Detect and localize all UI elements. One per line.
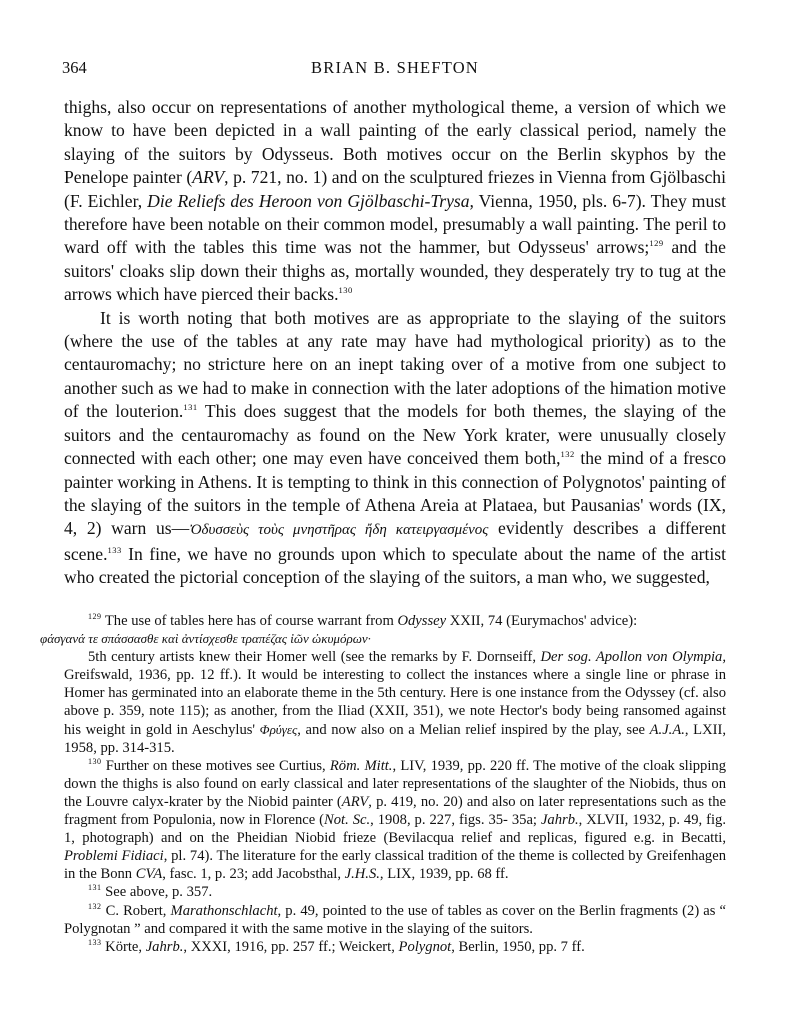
text-run: , and now also on a Melian relief inspired by the play, see — [297, 721, 650, 738]
citation-italic: J.H.S. — [344, 866, 380, 883]
footnote-number: 133 — [88, 937, 102, 947]
paragraph-2 — [64, 307, 726, 590]
running-header — [62, 58, 728, 82]
citation-italic: Jahrb. — [145, 938, 184, 955]
footnote-131 — [64, 883, 726, 901]
paragraph-1 — [64, 96, 726, 307]
text-run: , LIV, 1939, pp. 220 ff. The motive of the cloak slipping down the thighs is also found on early classical and later representations of the slaughter of the Niobids, thus on the Louvre calyx-krater by the Niobid painter ( — [64, 757, 726, 810]
text-run: evidently describes a different scene. — [64, 518, 726, 564]
greek-quotation: Ὀδυσσεὺς τοὺς μνηστῆρας ἤδη κατειργασμένος — [189, 522, 489, 539]
text-run: In fine, we have no grounds upon which to speculate about the name of the artist who created the pictorial conception of the slaying of the suitors, a man who, we suggested, — [64, 543, 726, 588]
greek-quotation: φάσγανά τε σπάσσασθε καὶ ἀντίσχεσθε τραπέζας ἰῶν ὠκυμόρων· — [40, 631, 371, 647]
citation-italic: A.J.A. — [649, 721, 685, 738]
footnote-ref-132[interactable]: 132 — [560, 449, 575, 460]
footnote-number: 132 — [88, 901, 102, 911]
text-run: , XXXI, 1916, pp. 257 ff.; Weickert, — [183, 938, 399, 955]
text-run: 5th century artists knew their Homer well (see the remarks by F. Dornseiff, — [88, 649, 541, 666]
footnote-129 — [40, 612, 726, 648]
text-run: , p. 721, no. 1) and on the sculptured friezes in Vienna from Gjölbaschi (F. Eichler, — [64, 167, 726, 211]
footnote-ref-131[interactable]: 131 — [183, 402, 198, 413]
text-run: Greifswald, 1936, pp. 12 ff.). It would be interesting to collect the instances where a single line or phrase in Homer has germinated into an elaborate theme in the 5th century. Here is one instance from the Odyssey (cf. also above p. 359, note 115); as another, from the Iliad (XXII, 351), we note Hector's body being ransomed against his weight in gold in Aeschylus' — [64, 667, 726, 738]
text-run: See above, p. 357. — [101, 884, 213, 901]
main-text — [64, 96, 726, 590]
text-run: Vienna, 1950, pls. 6-7). They must therefore have been notable on their common model, presumably a wall painting. The peril to ward off with the tables this time was not the hammer, but Odysseus' arrows; — [64, 190, 726, 258]
citation-italic: Not. Sc. — [324, 812, 371, 829]
running-title: BRIAN B. SHEFTON — [311, 58, 479, 77]
text-run: Further on these motives see Curtius, — [101, 757, 330, 774]
text-run: It is worth noting that both motives are as appropriate to the slaying of the suitors (where the use of the tables at any rate may have had mythological priority) as to the centauromachy; no stricture here on an inept taking over of a motive from one subject to another such as we had to make in connection with the later adoptions of the himation motive of the louterion. — [64, 307, 726, 422]
footnote-133 — [64, 938, 726, 956]
text-run: , LIX, 1939, pp. 68 ff. — [379, 866, 509, 883]
citation-italic: Jahrb. — [540, 812, 579, 829]
citation-italic: Polygnot — [398, 938, 452, 955]
footnotes — [40, 612, 726, 956]
footnote-ref-130[interactable]: 130 — [338, 285, 353, 296]
citation-italic: Röm. Mitt. — [329, 757, 393, 774]
text-run: , fasc. 1, p. 23; add Jacobsthal, — [162, 866, 345, 883]
text-run: , Berlin, 1950, pp. 7 ff. — [451, 938, 585, 955]
footnote-130 — [64, 757, 726, 884]
text-run: Körte, — [101, 938, 146, 955]
text-run: thighs, also occur on representations of another mythological theme, a version of which we know to have been depicted in a wall painting of the early classical period, namely the slaying of the suitors by Odysseus. Both motives occur on the Berlin skyphos by the Penelope painter ( — [64, 97, 726, 188]
text-run: , 1908, p. 227, figs. 35- 35a; — [370, 812, 541, 829]
text-run: , p. 49, pointed to the use of tables as cover on the Berlin fragments (2) as “ Polygnotan ” and compared it with the same motive in the slaying of the suitors. — [64, 902, 726, 937]
citation-italic: Der sog. Apollon von Olympia, — [540, 649, 726, 666]
citation-italic: Problemi Fidiaci — [64, 848, 164, 865]
text-run: , pl. 74). The literature for the early classical tradition of the theme is collected by Greifenhagen in the Bonn — [64, 848, 726, 883]
footnote-number: 130 — [88, 756, 102, 766]
text-run: C. Robert, — [101, 902, 171, 919]
citation-italic: CVA — [135, 866, 163, 883]
text-run: This does suggest that the models for both themes, the slaying of the suitors and the centauromachy as found on the New York krater, were unusually closely connected with each other; one may even have conceived them both, — [64, 401, 726, 469]
text-run: , XLVII, 1932, p. 49, fig. 1, photograph) and on the Pheidian Niobid frieze (Bevilacqua relief and replicas, figured e.g. in Becatti, — [64, 812, 726, 847]
greek-title: Φρύγες — [259, 721, 298, 737]
text-run: The use of tables here has of course warrant from — [101, 613, 398, 629]
citation-italic: Die Reliefs des Heroon von Gjölbaschi-Trysa, — [147, 190, 474, 211]
footnote-132 — [64, 902, 726, 938]
citation-italic: Odyssey — [397, 613, 447, 629]
text-run: and the suitors' cloaks slip down their thighs as, mortally wounded, they desperately try to tug at the arrows which have pierced their backs. — [64, 237, 726, 305]
citation-italic: Marathonschlacht — [170, 902, 278, 919]
text-run: XXII, 74 (Eurymachos' advice): — [446, 613, 638, 629]
citation-italic: ARV — [341, 793, 369, 810]
footnote-number: 129 — [88, 612, 102, 621]
footnote-ref-133[interactable]: 133 — [107, 544, 122, 555]
footnote-ref-129[interactable]: 129 — [649, 238, 664, 249]
text-run: the mind of a fresco painter working in Athens. It is tempting to think in this connection of Polygnotos' painting of the slaying of the suitors in the temple of Athena Areia at Plataea, but Pausanias' words (IX, 4, 2) warn us— — [64, 448, 726, 539]
citation-italic: ARV — [192, 167, 225, 188]
text-run: , LXII, 1958, pp. 314-315. — [64, 721, 726, 756]
footnote-129-continued — [64, 648, 726, 757]
page-number: 364 — [62, 58, 87, 77]
text-run: , p. 419, no. 20) and also on later representations such as the fragment from Populonia, now in Florence ( — [64, 793, 726, 829]
footnote-number: 131 — [88, 883, 102, 893]
